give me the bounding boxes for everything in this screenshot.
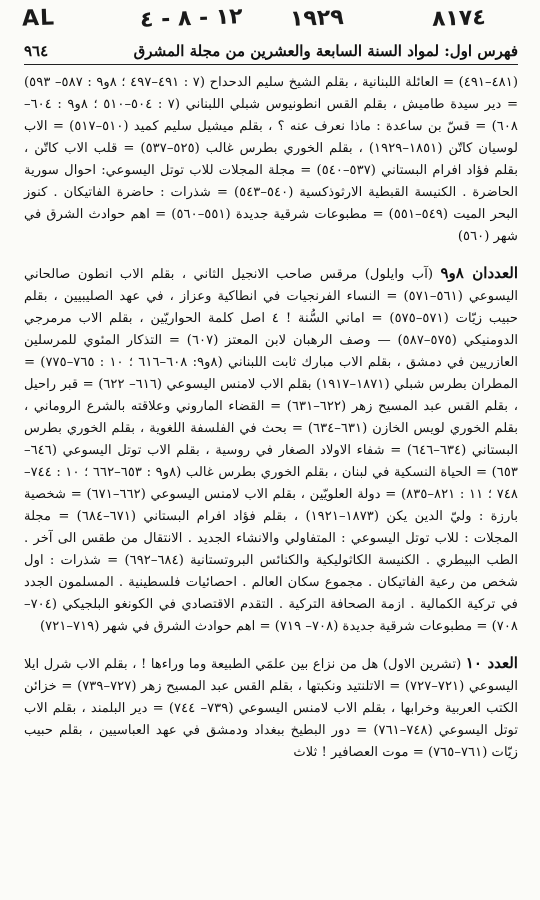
issue-body: مرقس صاحب الانجيل الثاني ، بقلم الاب انطون صالحاني اليسوعي (٥٦١–٥٧١) = النساء الفرنجيات في انطاكية وعزاز ، في عهد الصليبيين ، بقلم حبيب زيّات (٥٧١–٥٧٥) = اماني السُّنة ! ٤ اصل كلمة الحواريّين ، بقلم الاب مرمرجي الدومنيكي (٥٧٥–٥٨٧) — وصف الرهبان لابن المعتز (٦٠٧) = التذكار المئوي للمرسلين العازريين في دمشق ، بقلم الاب مبارك ثابت اللبناني (٨و٩: ٦٠٨–٦١٦ ؛ ١٠ : ٧٦٥–٧٧٥) = المطران بطرس شبلي (١٨٧١–١٩١٧) بقلم الاب لامنس اليسوعي (٦١٦– ٦٢٢) = قبر راحيل ، بقلم القس عبد المسيح زهر (٦٢٢–٦٣١) = القضاء الماروني وعلاقته بالشرع الروماني ، بقلم الخوري لويس الخازن (٦٣١–٦٣٤) = بحث في الفلسفة اللغوية ، بقلم الخوري بطرس البستاني (٦٣٤–٦٤٦) = شفاء الاولاد الصغار في روسية ، بقلم الاب توتل اليسوعي (٦٤٦–٦٥٣) = الحياة النسكية في لبنان ، بقلم الخوري بطرس غالب (٨و٩ : ٦٥٣–٦٦٢ ؛ ١٠ : ٧٤٤–٧٤٨ ؛ ١١ : ٨٢١–٨٣٥) = دولة العلويّين ، بقلم الاب لامنس اليسوعي (٦٦٢–٦٧١) = شخصية بارزة : وليّ الدين يكن (١٨٧٣–١٩٢١) ، بقلم فؤاد افرام البستاني (٦٧١–٦٨٤) = مجلة المجلات : للاب توتل اليسوعي : المتفاولي والانشاء الجديد . الانتقال من طقس الى آخر . الطب البيطري . الكنيسة الكاثوليكية والكنائس البروتستانية (٦٨٤–٦٩٢) = شذرات : اول شخص من رعية الفاتيكان . مجموع سكان العالم . احصائيات فلسطينية . المسلمون الجدد في تركية الكمالية . ازمة الصحافة التركية . التقدم الاقتصادي في الكونغو البلجيكي (٧٠٤–٧٠٨) = مطبوعات شرقية جديدة (٧٠٨– ٧١٩) = اهم حوادث الشرق في شهر (٧١٩–٧٢١) <box>24 267 519 634</box>
issue-subtitle: (تشرين الاول) <box>382 657 462 672</box>
issue-body: هل من نزاع بين علمَي الطبيعة وما وراءها ! ، بقلم الاب شرل ايلا اليسوعي (٧٢١–٧٢٧) = الاتلنتيد ونكبتها ، بقلم القس عبد المسيح زهر (٧٢٧–٧٣٩) = خزائن الكتب العربية وخرابها ، بقلم الاب لامنس اليسوعي (٧٣٩– ٧٤٤) = دير البلمند ، بقلم الاب توتل اليسوعي (٧٤٨–٧٦١) = دور البطيخ ببغداد ودمشق في عهد العباسيين ، بقلم حبيب زيّات (٧٦١–٧٦٥) = موت العصافير ! ثلاث <box>24 657 518 760</box>
issue-10-paragraph <box>24 652 518 764</box>
handwritten-note: ١٩٢٩ <box>289 5 345 32</box>
index-content <box>24 72 518 778</box>
handwritten-note: AL <box>21 5 56 32</box>
page-header <box>24 38 518 65</box>
handwritten-note: ١٢ - ٨ - ٤ <box>139 4 244 33</box>
page-number: ٩٦٤ <box>24 42 49 60</box>
handwritten-note: ٨١٧٤ <box>431 5 487 32</box>
intro-paragraph: (٤٨١–٤٩١) = العائلة اللبنانية ، بقلم الشيخ سليم الدحداح (٧ : ٤٩١–٤٩٧ ؛ ٨و٩ : ٥٨٧– ٥٩٣) = دير سيدة طاميش ، بقلم القس انطونيوس شبلي اللبناني (٧ : ٥٠٤–٥١٠ ؛ ٨و٩ : ٦٠٤–٦٠٨) = قسّ بن ساعدة : ماذا نعرف عنه ؟ ، بقلم ميشيل سليم كميد (٥١٠–٥١٧) = الاب لوسيان كاتّن (١٨٥١–١٩٢٩) ، بقلم الخوري بطرس غالب (٥٢٥–٥٣٧) = قلب الاب كاتّن ، بقلم فؤاد افرام البستاني (٥٣٧–٥٤٠) = مجلة المجلات للاب توتل اليسوعي: احوال سورية الحاضرة . الكنيسة القبطية الارثوذكسية (٥٤٠–٥٤٣) = شذرات : حاضرة الفاتيكان . كنوز البحر الميت (٥٤٩–٥٥١) = مطبوعات شرقية جديدة (٥٥١–٥٦٠) = اهم حوادث الشرق في شهر (٥٦٠) <box>24 75 519 244</box>
page-title: فهرس اول: لمواد السنة السابعة والعشرين من مجلة المشرق <box>133 42 518 60</box>
issue-8-9-paragraph <box>24 262 518 638</box>
issue-heading: العدد ١٠ <box>465 654 518 672</box>
issue-subtitle: (آب وايلول) <box>364 267 434 282</box>
issue-heading: العددان ٨و٩ <box>440 264 518 282</box>
